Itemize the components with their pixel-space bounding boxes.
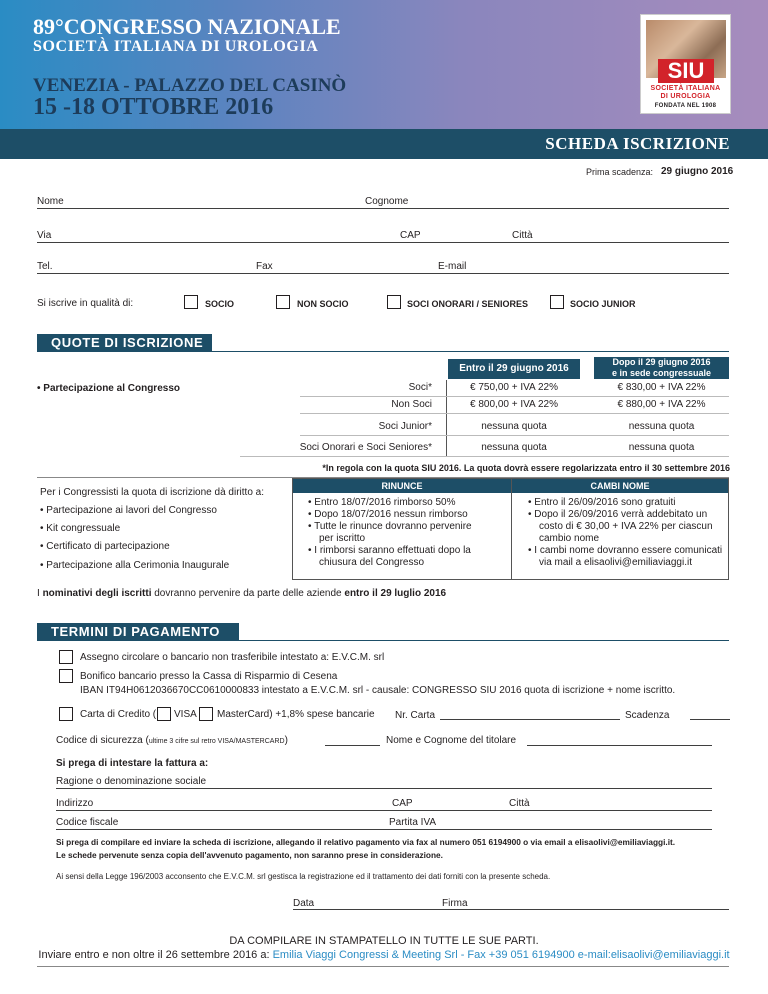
- logo-name1: SOCIETÀ ITALIANA: [650, 85, 721, 92]
- rinunce-item: per iscritto: [319, 533, 366, 544]
- row-soci-label: Soci*: [408, 382, 432, 393]
- pagamento-section-rule: [239, 640, 729, 641]
- quote-footnote: *In regola con la quota SIU 2016. La quota dovrà essere regolarizzata entro il 30 settembre 2016: [322, 463, 730, 473]
- fattura-title: Si prega di intestare la fattura a:: [56, 758, 209, 769]
- row-nonsoci-v2: € 880,00 + IVA 22%: [617, 399, 706, 410]
- footer-rule: [37, 966, 729, 967]
- logo-abbr: SIU: [658, 59, 714, 83]
- cambi-item: via mail a elisaolivi@emiliaviaggi.it: [539, 557, 692, 568]
- venue: VENEZIA - PALAZZO DEL CASINÒ: [33, 75, 347, 96]
- cf-piva-line[interactable]: [56, 829, 712, 830]
- row-nonsoci-label: Non Soci: [391, 399, 432, 410]
- cambi-item: costo di € 30,00 + IVA 22% per ciascun: [539, 521, 713, 532]
- bonifico-label: Bonifico bancario presso la Cassa di Risparmio di Cesena: [80, 671, 338, 682]
- society-name: SOCIETÀ ITALIANA DI UROLOGIA: [33, 38, 319, 55]
- codice-sicurezza-label: Codice di sicurezza (ultime 3 cifre sul retro VISA/MASTERCARD): [56, 735, 288, 746]
- piva-label: Partita IVA: [389, 817, 437, 828]
- titolare-line[interactable]: [527, 745, 712, 746]
- fattura-cap-label: CAP: [392, 798, 413, 809]
- nr-carta-label: Nr. Carta: [395, 710, 436, 721]
- mastercard-label: MasterCard) +1,8% spese bancarie: [217, 709, 375, 720]
- assegno-label: Assegno circolare o bancario non trasferibile intestato a: E.V.C.M. srl: [80, 652, 385, 663]
- box-divider: [511, 478, 512, 580]
- notice-line1: Si prega di compilare ed inviare la scheda di iscrizione, allegando il relativo pagamento via fax al numero 051 6194900 o via email a elisaolivi@emiliaviaggi.it.: [56, 837, 676, 847]
- titolare-label: Nome e Cognome del titolare: [386, 735, 517, 746]
- soci-onorari-checkbox[interactable]: [387, 295, 401, 309]
- diritti-item: • Partecipazione alla Cerimonia Inaugurale: [40, 560, 230, 571]
- col-dopo-header-2: e in sede congressuale: [594, 368, 729, 379]
- row-sep: [300, 396, 729, 397]
- diritti-item: • Partecipazione ai lavori del Congresso: [40, 505, 217, 516]
- carta-label: Carta di Credito (: [80, 709, 157, 720]
- notice-line2: Le schede pervenute senza copia dell'avvenuto pagamento, non saranno prese in considerazione.: [56, 850, 443, 860]
- quote-section-rule: [212, 351, 729, 352]
- visa-checkbox[interactable]: [157, 707, 171, 721]
- rinunce-header: RINUNCE: [293, 479, 511, 493]
- cambi-item: • I cambi nome dovranno essere comunicati: [528, 545, 723, 556]
- congress-title: 89°CONGRESSO NAZIONALE: [33, 14, 341, 39]
- data-firma-line[interactable]: [293, 909, 729, 910]
- cap-label: CAP: [400, 230, 421, 241]
- row-soci-v1: € 750,00 + IVA 22%: [470, 382, 558, 393]
- row-sep: [300, 435, 729, 436]
- table-divider: [446, 380, 447, 457]
- quote-section-title: QUOTE DI ISCRIZIONE: [37, 334, 212, 352]
- data-label: Data: [293, 898, 315, 909]
- indirizzo-line[interactable]: [56, 810, 712, 811]
- nr-carta-line[interactable]: [440, 719, 620, 720]
- qualita-label: Si iscrive in qualità di:: [37, 298, 134, 309]
- rinunce-item: • Dopo 18/07/2016 nessun rimborso: [308, 509, 468, 520]
- rinunce-item: • Tutte le rinunce dovranno pervenire: [308, 521, 472, 532]
- ragione-label: Ragione o denominazione sociale: [56, 776, 207, 787]
- footer-line2: Inviare entro e non oltre il 26 settembre 2016 a: Emilia Viaggi Congressi & Meeting Srl - Fax +39 051 6194900 e-mail:elisaolivi@emiliaviaggi.it: [38, 949, 730, 961]
- mastercard-checkbox[interactable]: [199, 707, 213, 721]
- codice-sicurezza-line[interactable]: [325, 745, 380, 746]
- carta-checkbox[interactable]: [59, 707, 73, 721]
- soci-onorari-label: SOCI ONORARI / SENIORES: [407, 299, 529, 309]
- dates: 15 -18 OTTOBRE 2016: [33, 94, 274, 120]
- row-sep: [300, 413, 729, 414]
- visa-label: VISA: [174, 709, 197, 720]
- deadline-label: Prima scadenza:: [586, 167, 654, 177]
- rinunce-item: • I rimborsi saranno effettuati dopo la: [308, 545, 471, 556]
- cambi-item: cambio nome: [539, 533, 600, 544]
- logo-name2: DI UROLOGIA: [660, 93, 711, 100]
- non-socio-label: NON SOCIO: [297, 299, 349, 309]
- partecipazione-label: • Partecipazione al Congresso: [37, 383, 180, 394]
- email-label: E-mail: [438, 261, 467, 272]
- nome-label: Nome: [37, 196, 64, 207]
- fattura-citta-label: Città: [509, 798, 530, 809]
- cambi-header: CAMBI NOME: [512, 479, 728, 493]
- cambi-item: • Dopo il 26/09/2016 verrà addebitato un: [528, 509, 708, 520]
- row-onorari-v1: nessuna quota: [481, 442, 547, 453]
- rinunce-item: • Entro 18/07/2016 rimborso 50%: [308, 497, 456, 508]
- row-soci-v2: € 830,00 + IVA 22%: [617, 382, 706, 393]
- nominativi-note: I nominativi degli iscritti dovranno pervenire da parte delle aziende entro il 29 luglio 2016: [37, 588, 447, 599]
- cambi-item: • Entro il 26/09/2016 sono gratuiti: [528, 497, 676, 508]
- privacy-text: Ai sensi della Legge 196/2003 acconsento che E.V.C.M. srl gestisca la registrazione ed il trattamento dei dati forniti con la presente scheda.: [56, 872, 551, 881]
- rinunce-item: chiusura del Congresso: [319, 557, 425, 568]
- diritti-item: • Kit congressuale: [40, 523, 121, 534]
- cognome-label: Cognome: [365, 196, 409, 207]
- row-onorari-v2: nessuna quota: [628, 442, 695, 453]
- socio-junior-label: SOCIO JUNIOR: [570, 299, 636, 309]
- nome-cognome-line[interactable]: [37, 208, 729, 209]
- socio-label: SOCIO: [205, 299, 235, 309]
- fax-label: Fax: [256, 261, 273, 272]
- form-title: SCHEDA ISCRIZIONE: [545, 134, 730, 153]
- row-junior-v1: nessuna quota: [481, 421, 547, 432]
- socio-checkbox[interactable]: [184, 295, 198, 309]
- ragione-line[interactable]: [56, 788, 712, 789]
- iban-text: IBAN IT94H0612036670CC0610000833 intestato a E.V.C.M. srl - causale: CONGRESSO SIU 2016 quota di iscrizione + nome iscritto.: [80, 685, 676, 696]
- col-entro-header: Entro il 29 giugno 2016: [448, 359, 580, 379]
- row-sep: [240, 456, 729, 457]
- logo-founded: FONDATA NEL 1908: [654, 103, 717, 109]
- row-junior-label: Soci Junior*: [378, 421, 432, 432]
- via-label: Via: [37, 230, 52, 241]
- non-socio-checkbox[interactable]: [276, 295, 290, 309]
- firma-label: Firma: [442, 898, 468, 909]
- socio-junior-checkbox[interactable]: [550, 295, 564, 309]
- siu-logo: [640, 14, 731, 114]
- pagamento-section-title: TERMINI DI PAGAMENTO: [37, 623, 239, 641]
- col-dopo-header-1: Dopo il 29 giugno 2016: [594, 357, 729, 368]
- row-junior-v2: nessuna quota: [628, 421, 695, 432]
- row-nonsoci-v1: € 800,00 + IVA 22%: [470, 399, 558, 410]
- tel-label: Tel.: [37, 261, 53, 272]
- bonifico-checkbox[interactable]: [59, 669, 73, 683]
- tel-fax-email-line[interactable]: [37, 273, 729, 274]
- assegno-checkbox[interactable]: [59, 650, 73, 664]
- row-onorari-label: Soci Onorari e Soci Seniores*: [299, 442, 432, 453]
- cf-label: Codice fiscale: [56, 817, 119, 828]
- footer-line1: DA COMPILARE IN STAMPATELLO IN TUTTE LE SUE PARTI.: [229, 935, 539, 947]
- diritti-item: • Certificato di partecipazione: [40, 541, 170, 552]
- citta-label: Città: [512, 230, 533, 241]
- scadenza-label: Scadenza: [625, 710, 670, 721]
- deadline-date: 29 giugno 2016: [661, 166, 734, 177]
- scadenza-line[interactable]: [690, 719, 730, 720]
- indirizzo-label: Indirizzo: [56, 798, 94, 809]
- via-cap-citta-line[interactable]: [37, 242, 729, 243]
- diritti-intro: Per i Congressisti la quota di iscrizione dà diritto a:: [40, 487, 264, 498]
